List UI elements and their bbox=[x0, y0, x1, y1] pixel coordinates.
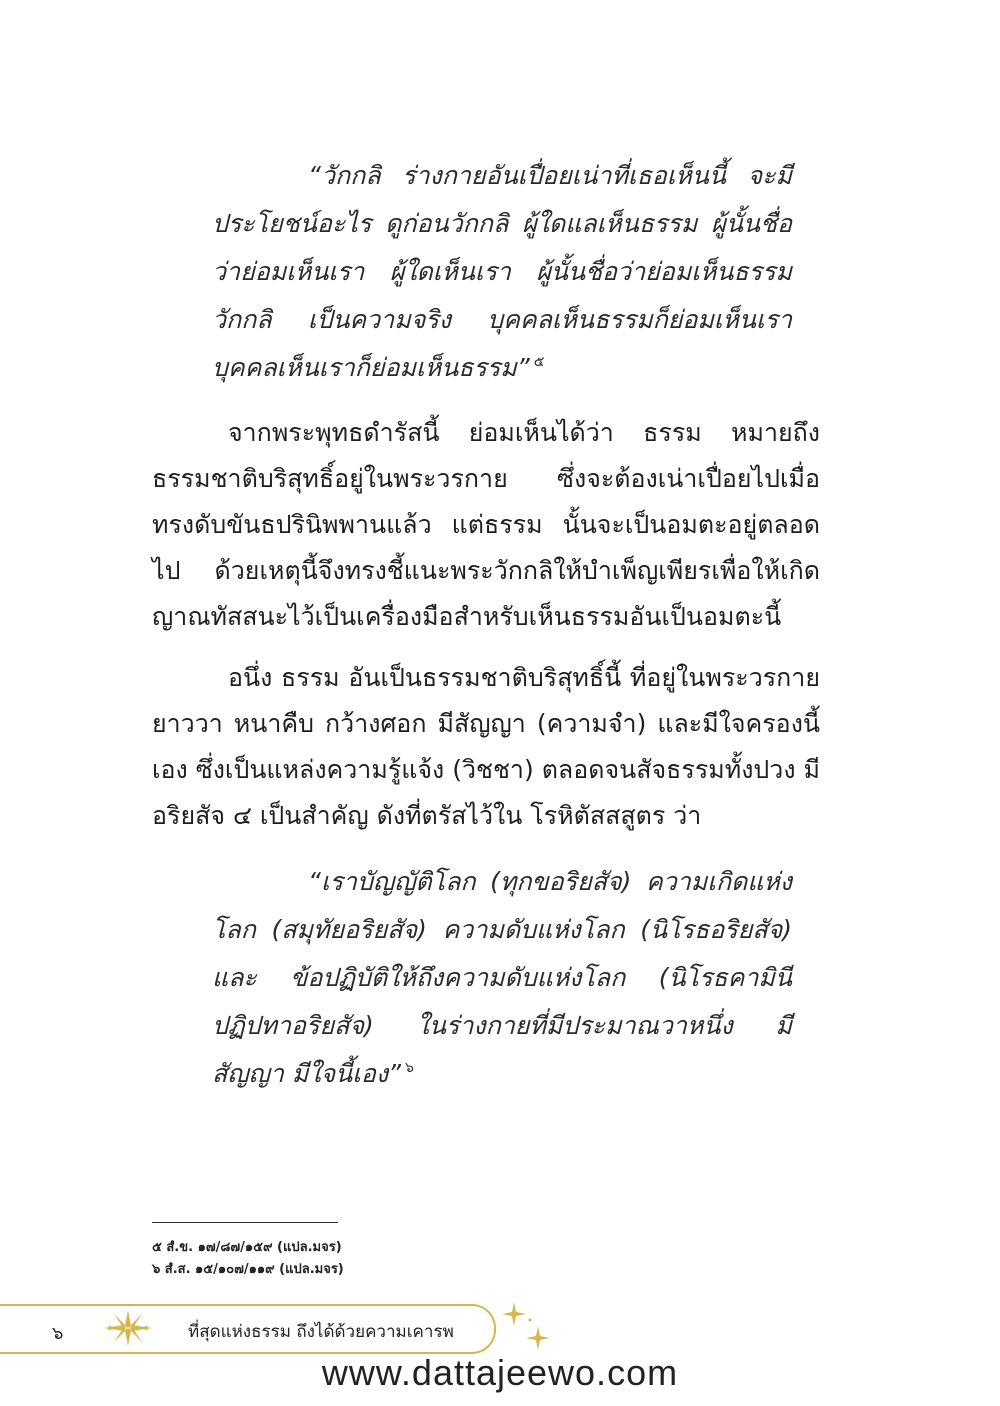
website-url[interactable]: www.dattajeewo.com bbox=[321, 1352, 679, 1393]
body-paragraph bbox=[152, 655, 820, 839]
book-title: ที่สุดแห่งธรรม ถึงได้ด้วยความเคารพ bbox=[188, 1322, 454, 1342]
body-paragraph bbox=[152, 410, 820, 640]
footnote-ref[interactable]: ๖ bbox=[405, 1060, 414, 1076]
quote-rohitassa bbox=[212, 858, 792, 1098]
footnote-divider bbox=[152, 1222, 338, 1223]
quote-text: “วักกลิ ร่างกายอันเปื่อยเน่าที่เธอเห็นนี้ จะมีประโยชน์อะไร ดูก่อนวักกลิ ผู้ใดแลเห็นธรรม ผู้นั้นชื่อว่าย่อมเห็นเรา ผู้ใดเห็นเรา ผู้นั้นชื่อว่าย่อมเห็นธรรม วักกลิ เป็นความจริง บุคคลเห็นธรรมก็ย่อมเห็นเรา บุคคลเห็นเราก็ย่อมเห็นธรรม” bbox=[212, 161, 792, 382]
sparkle-ornament-icon bbox=[500, 1300, 560, 1352]
footnote: ๕ สํ.ข. ๑๗/๘๗/๑๕๙ (แปล.มจร) bbox=[152, 1240, 342, 1255]
quote-wakkali bbox=[212, 152, 792, 392]
quote-text: “เราบัญญัติโลก (ทุกขอริยสัจ) ความเกิดแห่งโลก (สมุทัยอริยสัจ) ความดับแห่งโลก (นิโรธอริยสัจ) และ ข้อปฏิบัติให้ถึงความดับแห่งโลก (นิโรธคามินีปฏิปทาอริยสัจ) ในร่างกายที่มีประมาณวาหนึ่ง มีสัญญา มีใจนี้เอง” bbox=[212, 867, 792, 1088]
paragraph-text: จากพระพุทธดำรัสนี้ ย่อมเห็นได้ว่า ธรรม หมายถึง ธรรมชาติบริสุทธิ์อยู่ในพระวรกาย ซึ่งจะต้องเน่าเปื่อยไปเมื่อทรงดับขันธปรินิพพานแล้ว แต่ธรรม นั้นจะเป็นอมตะอยู่ตลอดไป ด้วยเหตุนี้จึงทรงชี้แนะพระวักกลิให้บำเพ็ญเพียรเพื่อให้เกิดญาณทัสสนะไว้เป็นเครื่องมือสำหรับเห็นธรรมอันเป็นอมตะนี้ bbox=[152, 418, 820, 631]
footnote-ref[interactable]: ๕ bbox=[533, 354, 545, 370]
paragraph-text: อนึ่ง ธรรม อันเป็นธรรมชาติบริสุทธิ์นี้ ที่อยู่ในพระวรกาย ยาววา หนาคืบ กว้างศอก มีสัญญา (ความจำ) และมีใจครองนี้เอง ซึ่งเป็นแหล่งความรู้แจ้ง (วิชชา) ตลอดจนสัจธรรมทั้งปวง มีอริยสัจ ๔ เป็นสำคัญ ดังที่ตรัสไว้ใน โรหิตัสสสูตร ว่า bbox=[152, 663, 820, 830]
page-number: ๖ bbox=[52, 1323, 64, 1344]
ornament-icon bbox=[100, 1306, 156, 1350]
footnote: ๖ สํ.ส. ๑๕/๑๐๗/๑๑๙ (แปล.มจร) bbox=[152, 1262, 344, 1277]
